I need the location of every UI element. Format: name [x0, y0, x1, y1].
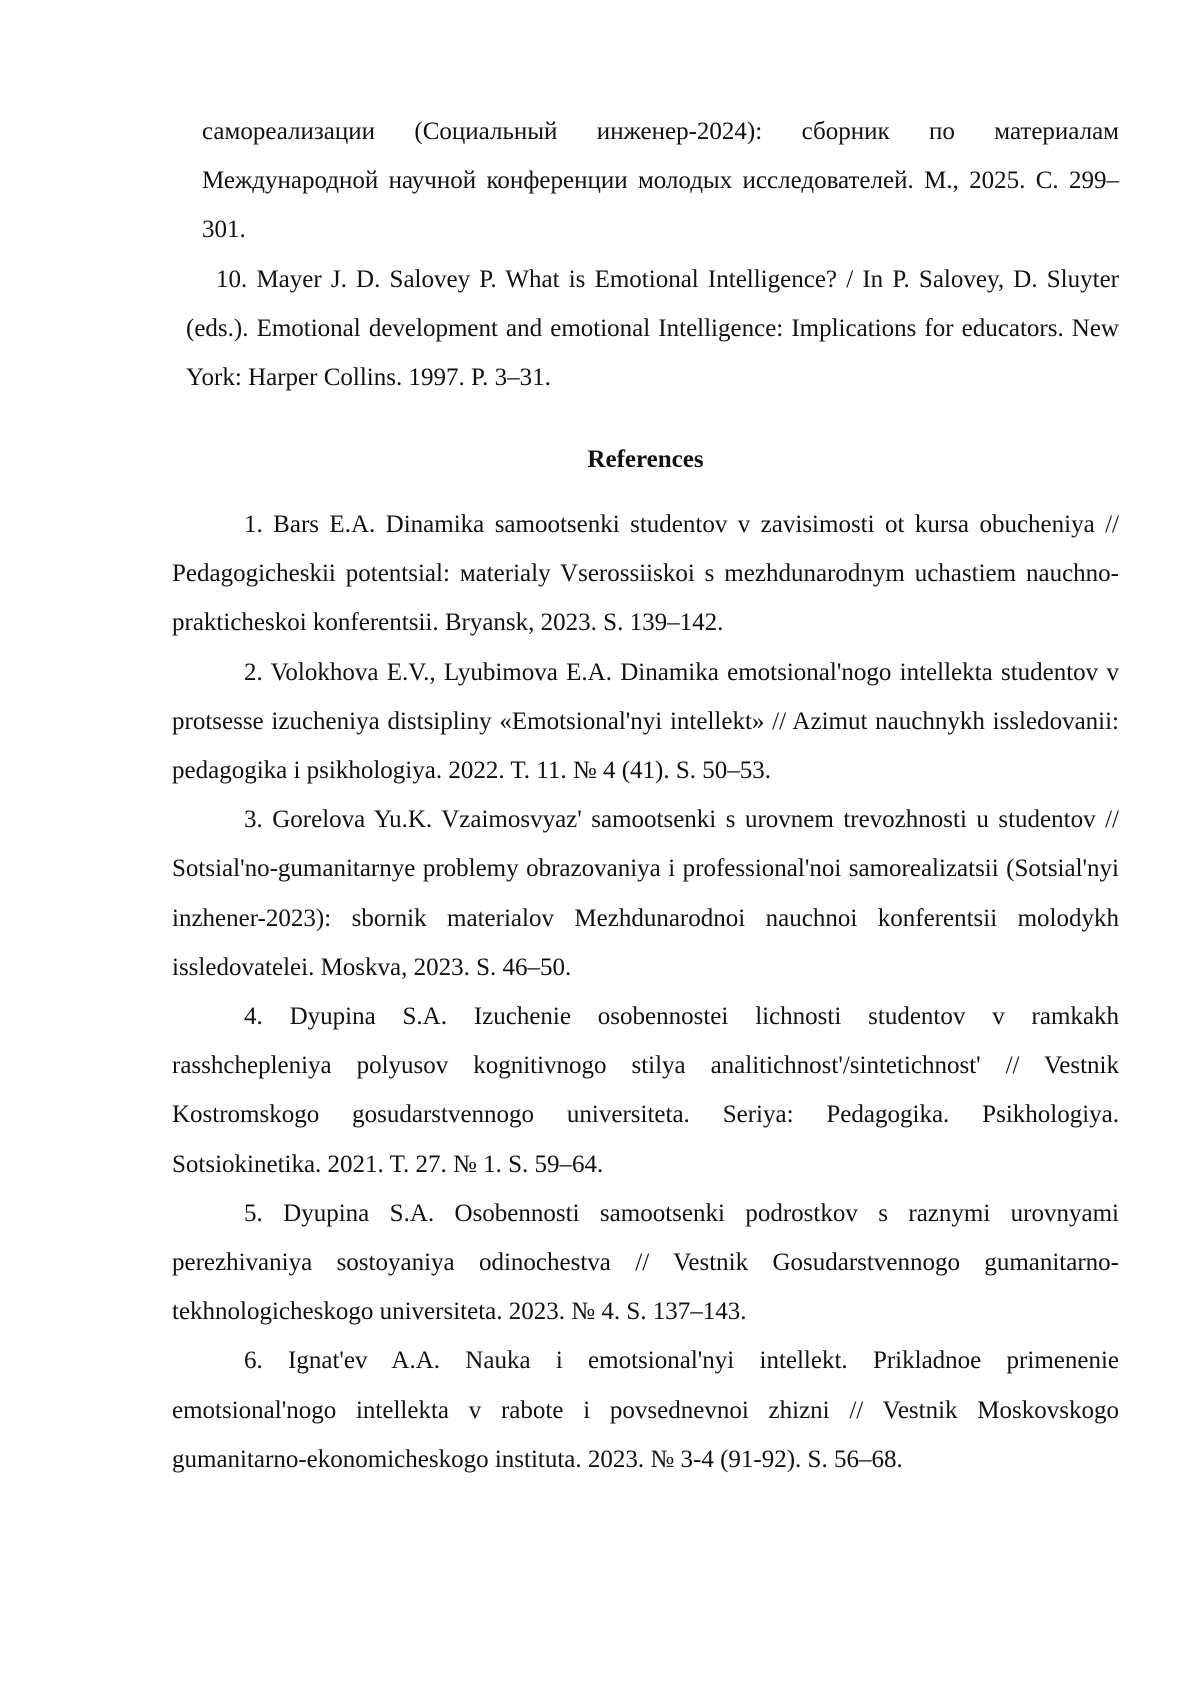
reference-item-6: 6. Ignat'ev A.A. Nauka i emotsional'nyi intellekt. Prikladnoe primenenie emotsional'nogo intellekta v rabote i povsednevnoi zhizni // Vestnik Moskovskogo gumanitarno-ekonomicheskogo instituta. 2023. № 3-4 (91-92). S. 56–68. [172, 1347, 1119, 1473]
reference-item-1: 1. Bars E.A. Dinamika samootsenki studentov v zavisimosti ot kursa obucheniya // Pedagogicheskii potentsial: мaterialy Vserossiiskoi s mezhdunarodnym uchastiem nauchno-prakticheskoi konferentsii. Bryansk, 2023. S. 139–142. [172, 511, 1119, 637]
reference-item-2: 2. Volokhova E.V., Lyubimova E.A. Dinamika emotsional'nogo intellekta studentov v protsesse izucheniya distsipliny «Emotsional'nyi intellekt» // Azimut nauchnykh issledovanii: pedagogika i psikhologiya. 2022. T. 11. № 4 (41). S. 50–53. [172, 658, 1119, 785]
previous-list-item-10 [186, 255, 1119, 403]
previous-list-continuation [202, 107, 1119, 255]
references-list [172, 500, 1119, 1484]
reference-item-4: 4. Dyupina S.A. Izuchenie osobennostei lichnosti studentov v ramkakh rasshchepleniya polyusov kognitivnogo stilya analitichnost'/sintetichnost' // Vestnik Kostromskogo gosudarstvennogo universiteta. Seriya: Pedagogika. Psikhologiya. Sotsiokinetika. 2021. T. 27. № 1. S. 59–64. [172, 1003, 1119, 1178]
list-item-10: 10. Mayer J. D. Salovey P. What is Emotional Intelligence? / In P. Salovey, D. Sluyter (eds.). Emotional development and emotional Intelligence: Implications for educators. New York: Harper Collins. 1997. P. 3–31. [186, 266, 1119, 392]
reference-item-5: 5. Dyupina S.A. Osobennosti samootsenki podrostkov s raznymi urovnyami perezhivaniya sostoyaniya odinochestva // Vestnik Gosudarstvennogo gumanitarno-tekhnologicheskogo universiteta. 2023. № 4. S. 137–143. [172, 1199, 1119, 1326]
list-item-9-continuation: самореализации (Социальный инженер-2024): сборник по материалам Международной научной конференции молодых исследователей. М., 2025. С. 299–301. [202, 118, 1119, 244]
reference-item-3: 3. Gorelova Yu.K. Vzaimosvyaz' samootsenki s urovnem trevozhnosti u studentov // Sotsial'no-gumanitarnye problemy obrazovaniya i professional'noi samorealizatsii (Sotsial'nyi inzhener-2023): sbornik materialov Mezhdunarodnoi nauchnoi konferentsii molodykh issledovatelei. Moskva, 2023. S. 46–50. [172, 806, 1119, 981]
references-heading: References [587, 446, 704, 473]
